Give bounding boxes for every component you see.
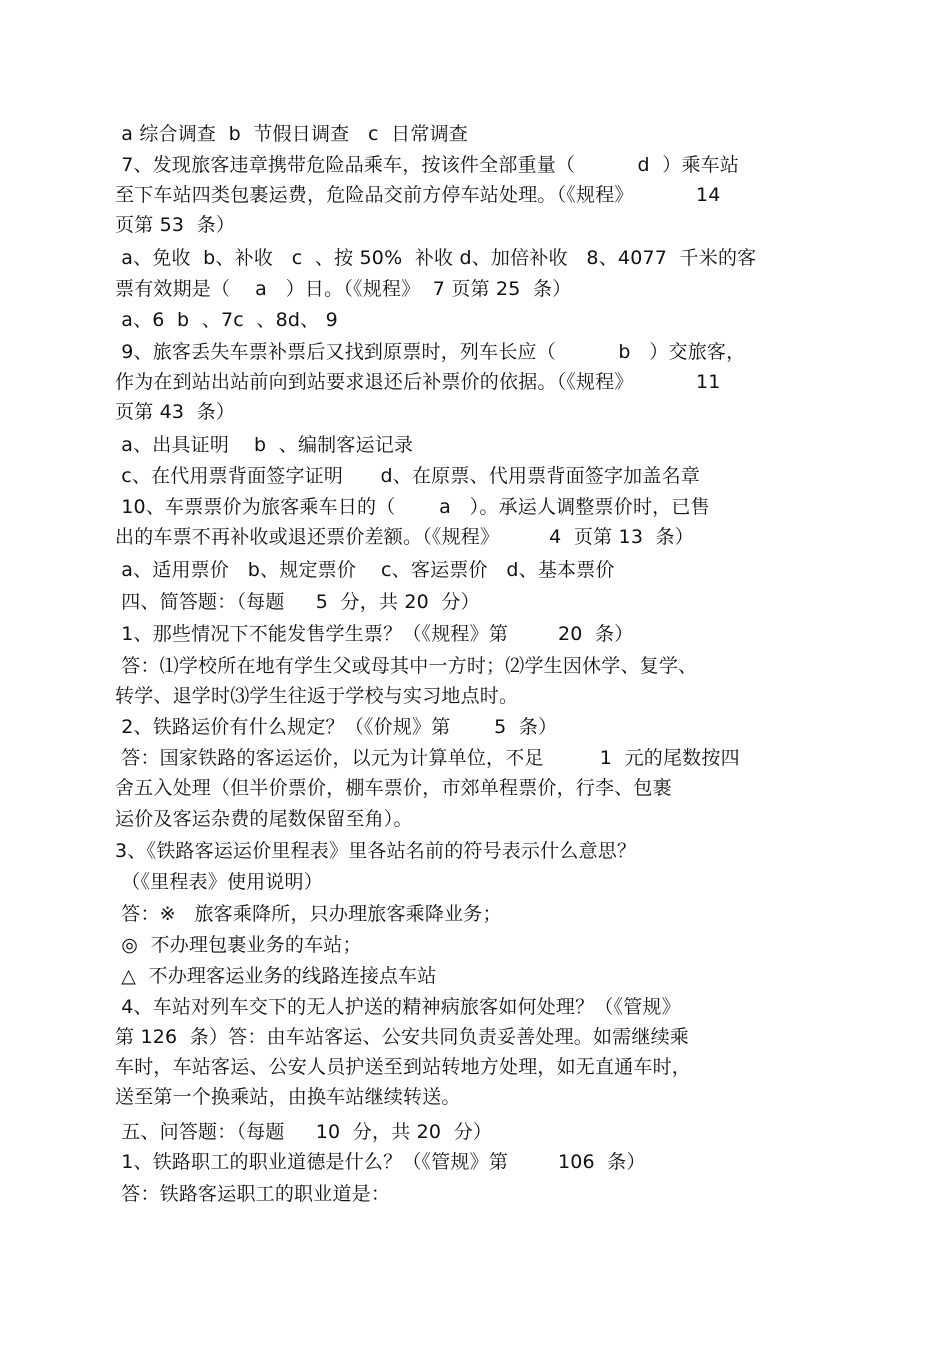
text-line: 2、铁路运价有什么规定？（《价规》第 5 条）	[115, 716, 558, 738]
text-line: 五、问答题：（每题 10 分，共 20 分）	[115, 1121, 493, 1143]
text-line: 舍五入处理（但半价票价，棚车票价，市郊单程票价，行李、包裹	[115, 777, 672, 799]
text-line: a、适用票价 b、规定票价 c、客运票价 d、基本票价	[115, 559, 615, 581]
text-line: c、在代用票背面签字证明 d、在原票、代用票背面签字加盖名章	[115, 465, 700, 487]
text-line: 运价及客运杂费的尾数保留至角）。	[115, 808, 413, 830]
text-line: 转学、退学时⑶学生往返于学校与实习地点时。	[115, 685, 519, 707]
text-line: （《里程表》使用说明）	[115, 871, 323, 893]
text-line: 页第 43 条）	[115, 401, 236, 423]
text-line: 送至第一个换乘站，由换车站继续转送。	[115, 1086, 461, 1108]
text-line: a 综合调查 b 节假日调查 c 日常调查	[115, 123, 468, 145]
text-line: 作为在到站出站前向到站要求退还后补票价的依据。（《规程》 11	[115, 371, 721, 393]
text-line: 答：⑴学校所在地有学生父或母其中一方时；⑵学生因休学、复学、	[115, 655, 698, 677]
text-line: a、6 b 、7c 、8d、 9	[115, 309, 338, 331]
text-line: 1、那些情况下不能发售学生票？（《规程》第 20 条）	[115, 623, 634, 645]
text-line: 10、车票票价为旅客乘车日的（ a ）。承运人调整票价时，已售	[115, 496, 710, 518]
text-line: 至下车站四类包裹运费，危险品交前方停车站处理。（《规程》 14	[115, 184, 721, 206]
text-line: 第 126 条）答：由车站客运、公安共同负责妥善处理。如需继续乘	[115, 1026, 689, 1048]
text-line: △ 不办理客运业务的线路连接点车站	[115, 965, 437, 987]
text-line: 3、《铁路客运运价里程表》里各站名前的符号表示什么意思？	[115, 840, 637, 862]
text-line: ◎ 不办理包裹业务的车站；	[115, 934, 362, 956]
text-line: a、免收 b、补收 c 、按 50% 补收 d、加倍补收 8、4077 千米的客	[115, 247, 757, 269]
text-line: a、出具证明 b 、编制客运记录	[115, 434, 414, 456]
text-line: 车时，车站客运、公安人员护送至到站转地方处理，如无直通车时，	[115, 1056, 692, 1078]
text-line: 答：国家铁路的客运运价，以元为计算单位，不足 1 元的尾数按四	[115, 747, 740, 769]
text-line: 4、车站对列车交下的无人护送的精神病旅客如何处理？（《管规》	[115, 996, 681, 1018]
text-line: 页第 53 条）	[115, 214, 236, 236]
text-line: 1、铁路职工的职业道德是什么？（《管规》第 106 条）	[115, 1151, 646, 1173]
text-line: 四、简答题：（每题 5 分，共 20 分）	[115, 591, 480, 613]
text-line: 答：※ 旅客乘降所，只办理旅客乘降业务；	[115, 903, 502, 925]
text-line: 7、发现旅客违章携带危险品乘车，按该件全部重量（ d ）乘车站	[115, 154, 740, 176]
text-line: 票有效期是（ a ）日。（《规程》 7 页第 25 条）	[115, 278, 572, 300]
text-line: 9、旅客丢失车票补票后又找到原票时，列车长应（ b ）交旅客，	[115, 341, 746, 363]
text-line: 答：铁路客运职工的职业道是：	[115, 1183, 391, 1205]
text-line: 出的车票不再补收或退还票价差额。（《规程》 4 页第 13 条）	[115, 526, 694, 548]
